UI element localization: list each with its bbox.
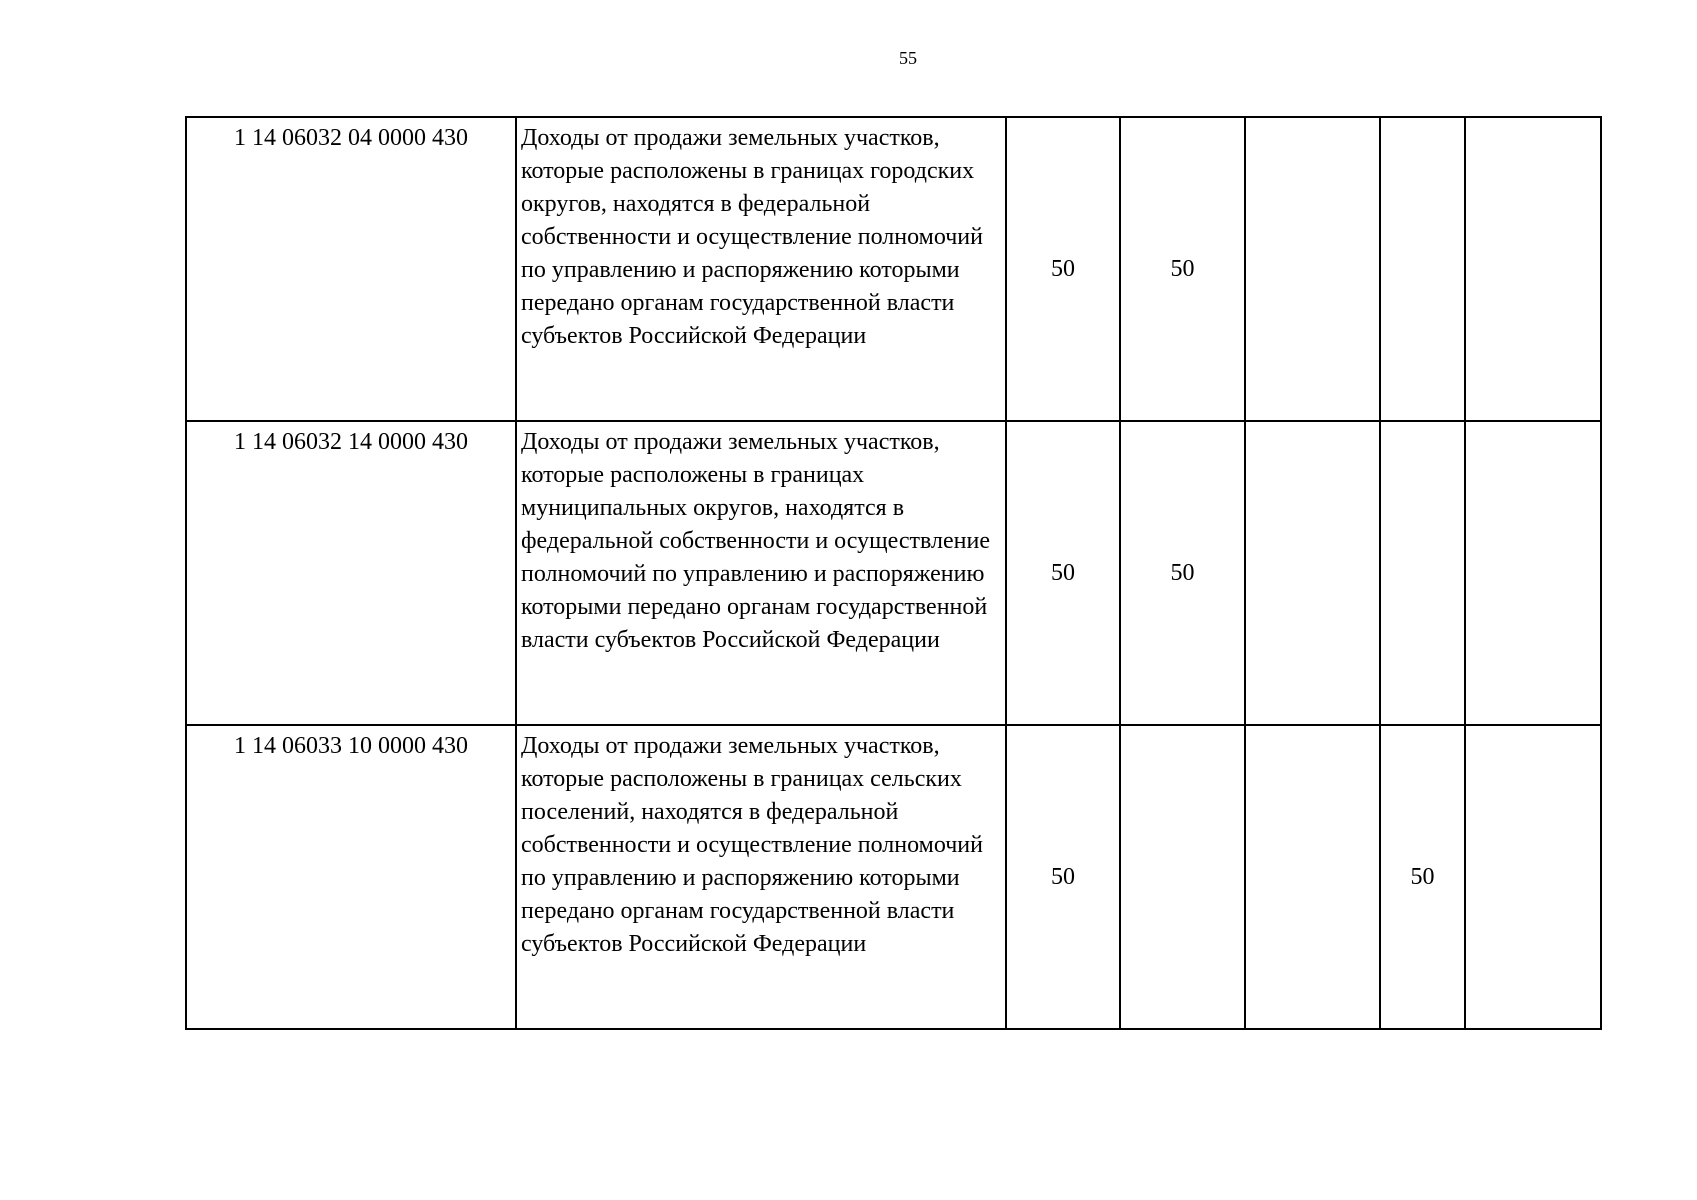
value-cell-col4: 50	[1120, 117, 1245, 421]
value-cell-col3: 50	[1006, 725, 1120, 1029]
budget-code-cell: 1 14 06032 04 0000 430	[186, 117, 516, 421]
description-text: Доходы от продажи земельных участков, которые расположены в границах сельских поселений, находятся в федеральной собственности и осуществление полномочий по управлению и распоряжению которыми передано органам государственной власти субъектов Российской Федерации	[521, 733, 983, 957]
budget-code-cell: 1 14 06032 14 0000 430	[186, 421, 516, 725]
description-text: Доходы от продажи земельных участков, которые расположены в границах муниципальных округов, находятся в федеральной собственности и осуществление полномочий по управлению и распоряжению которыми передано органам государственной власти субъектов Российской Федерации	[521, 429, 990, 653]
page-number: 55	[899, 48, 917, 68]
budget-code-cell: 1 14 06033 10 0000 430	[186, 725, 516, 1029]
value-cell-col5	[1245, 725, 1380, 1029]
value-cell-col6	[1380, 421, 1465, 725]
table-row	[186, 117, 1601, 421]
value-cell-col5	[1245, 421, 1380, 725]
value-cell-col3: 50	[1006, 421, 1120, 725]
description-cell	[516, 725, 1006, 1029]
value-cell-col3: 50	[1006, 117, 1120, 421]
value-cell-col5	[1245, 117, 1380, 421]
description-cell	[516, 421, 1006, 725]
value-cell-col7	[1465, 421, 1601, 725]
value-cell-col6: 50	[1380, 725, 1465, 1029]
value-cell-col4	[1120, 725, 1245, 1029]
value-cell-col7	[1465, 725, 1601, 1029]
table-row	[186, 421, 1601, 725]
table-row	[186, 725, 1601, 1029]
description-text: Доходы от продажи земельных участков, которые расположены в границах городских округов, находятся в федеральной собственности и осуществление полномочий по управлению и распоряжению которыми передано органам государственной власти субъектов Российской Федерации	[521, 125, 983, 349]
revenue-table	[185, 116, 1602, 1030]
value-cell-col7	[1465, 117, 1601, 421]
value-cell-col6	[1380, 117, 1465, 421]
value-cell-col4: 50	[1120, 421, 1245, 725]
description-cell	[516, 117, 1006, 421]
